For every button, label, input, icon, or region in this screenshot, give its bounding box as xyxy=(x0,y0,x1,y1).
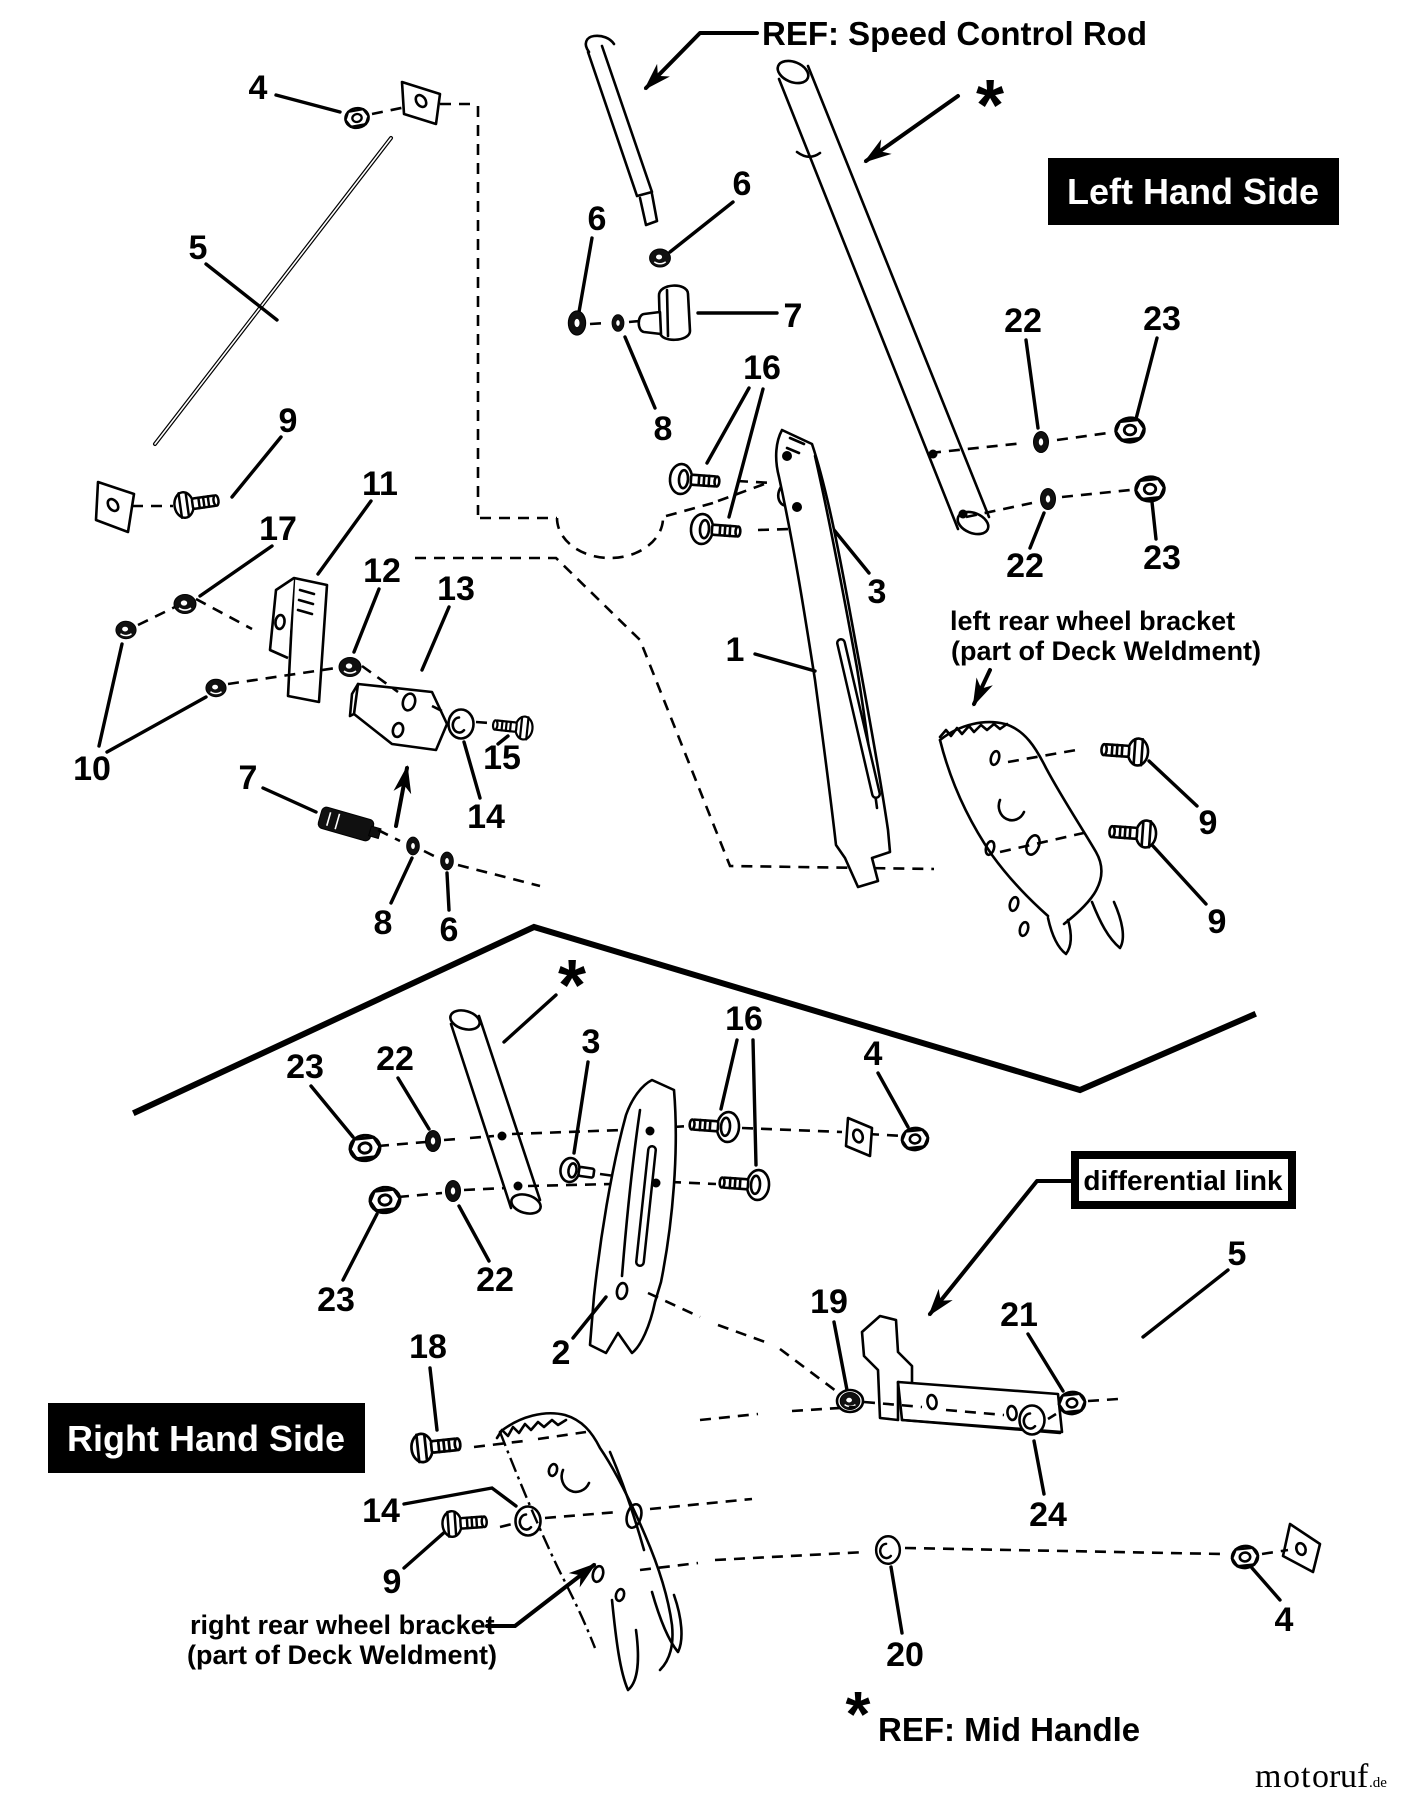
alignment-dashes-bar5 xyxy=(372,104,478,515)
leader-23a xyxy=(1136,338,1157,419)
leader-22d xyxy=(459,1206,489,1261)
pivot-pin-7b xyxy=(317,806,383,844)
right-rear-bracket-arrow xyxy=(487,1565,594,1626)
bolt-9a xyxy=(173,487,220,519)
bracket-11 xyxy=(270,578,327,702)
right-hand-side-label: Right Hand Side xyxy=(67,1418,345,1459)
nut-6b xyxy=(650,249,671,267)
callout-12: 12 xyxy=(363,552,401,590)
leader-23b xyxy=(1152,502,1156,539)
callout-22b: 22 xyxy=(1006,547,1044,585)
bolt-18 xyxy=(410,1430,462,1463)
watermark-suffix: .de xyxy=(1369,1775,1387,1791)
washer-8b xyxy=(407,837,420,855)
callout-4a: 4 xyxy=(248,69,268,107)
nut-4a xyxy=(344,106,370,130)
leader-6a xyxy=(579,238,592,312)
nut-21 xyxy=(1058,1391,1086,1416)
tube-hole-dot xyxy=(929,450,938,459)
watermark-letter-m: m xyxy=(1255,1758,1282,1795)
leader-14a xyxy=(464,742,480,798)
leader-23d xyxy=(343,1214,377,1280)
callout-13: 13 xyxy=(437,570,475,608)
differential-link-label: differential link xyxy=(1083,1165,1283,1196)
callout-11: 11 xyxy=(362,465,398,503)
callout-8b: 8 xyxy=(373,904,393,942)
callout-6b: 6 xyxy=(732,165,752,203)
leader-22a xyxy=(1026,340,1038,428)
leader-10a xyxy=(99,644,122,746)
callout-22a: 22 xyxy=(1004,302,1042,340)
leader-16a2 xyxy=(729,389,763,517)
callout-20: 20 xyxy=(886,1636,924,1674)
watermark-letter-u: u xyxy=(1340,1758,1357,1795)
leader-13 xyxy=(422,607,449,670)
watermark-letter-o2: o xyxy=(1312,1758,1329,1795)
nut-4c xyxy=(1231,1545,1259,1570)
callout-9d: 9 xyxy=(382,1563,402,1601)
leader-22c xyxy=(398,1078,429,1129)
leader-10b xyxy=(107,697,206,752)
leader-6b xyxy=(670,202,733,252)
callout-7b: 7 xyxy=(238,759,258,797)
callout-3a: 3 xyxy=(867,573,887,611)
callout-23a: 23 xyxy=(1143,300,1181,338)
callout-23b: 23 xyxy=(1143,539,1181,577)
speed-control-rod xyxy=(586,36,657,225)
bolt-9d xyxy=(442,1509,488,1538)
motoruf-watermark xyxy=(1255,1758,1387,1795)
leader-23c xyxy=(311,1086,353,1137)
left-rear-bracket-arrow xyxy=(974,670,990,704)
callout-17: 17 xyxy=(259,510,297,548)
washer-6a xyxy=(568,311,585,335)
leader-21 xyxy=(1028,1334,1063,1391)
leader-9b2 xyxy=(1153,846,1206,904)
callout-24: 24 xyxy=(1029,1496,1067,1534)
washer-22c xyxy=(426,1131,441,1152)
bolt-16b xyxy=(690,513,741,546)
trunnion-7a xyxy=(639,286,690,340)
alignment-dashes-rowG xyxy=(474,1407,855,1447)
bolt-9b1 xyxy=(1101,736,1149,766)
watermark-letter-r: r xyxy=(1329,1758,1341,1795)
callout-21: 21 xyxy=(1000,1296,1038,1334)
leader-9b1 xyxy=(1149,761,1197,806)
bolt-15 xyxy=(492,713,534,740)
asterisk-top-arrow xyxy=(866,96,958,161)
ref-speed-control-rod-label: REF: Speed Control Rod xyxy=(762,15,1147,52)
nut-17 xyxy=(174,595,196,614)
callout-6c: 6 xyxy=(439,911,459,949)
washer-6c xyxy=(441,852,454,870)
leader-5a xyxy=(206,264,277,320)
callout-3b: 3 xyxy=(581,1023,601,1061)
leader-4b xyxy=(878,1073,908,1127)
washer-22d xyxy=(446,1181,461,1202)
leader-4a xyxy=(276,95,340,112)
leader-7b xyxy=(263,788,316,812)
left-hand-side-banner xyxy=(1048,158,1339,225)
right-hand-side-banner xyxy=(48,1403,365,1473)
leader-18 xyxy=(430,1368,437,1430)
callout-9a: 9 xyxy=(278,402,298,440)
callout-4c: 4 xyxy=(1274,1601,1294,1639)
ref-speed-rod-arrow xyxy=(646,33,757,88)
wheel-height-bracket-1 xyxy=(776,430,890,887)
bolt-16c xyxy=(689,1109,740,1142)
callout-10: 10 xyxy=(73,750,111,788)
nut-12 xyxy=(339,658,361,677)
washer-22a xyxy=(1034,432,1049,453)
callout-5b: 5 xyxy=(1227,1235,1247,1273)
left-rear-bracket-label-line2: (part of Deck Weldment) xyxy=(951,636,1262,666)
bracket-13 xyxy=(350,684,447,750)
leader-9a xyxy=(232,437,281,497)
nut-4b xyxy=(901,1127,929,1152)
washer-8a xyxy=(612,315,624,332)
leader-5b xyxy=(1143,1270,1228,1337)
nut-23d xyxy=(369,1186,401,1214)
left-hand-side-label: Left Hand Side xyxy=(1066,171,1320,212)
leader-16b1 xyxy=(721,1040,737,1109)
washer-14a xyxy=(449,710,474,739)
leader-17 xyxy=(200,546,272,596)
mid-handle-ref-asterisk: * xyxy=(845,1678,871,1750)
watermark-letter-o1: o xyxy=(1283,1758,1300,1795)
callout-16b: 16 xyxy=(725,1000,763,1038)
leader-6c xyxy=(447,873,449,910)
asterisk-bottom-leader xyxy=(504,995,556,1042)
callout-1: 1 xyxy=(725,631,745,669)
leader-19 xyxy=(834,1322,847,1390)
bolt-3b xyxy=(559,1157,596,1185)
mid-handle-ref-label: REF: Mid Handle xyxy=(878,1711,1141,1748)
watermark-letter-t: t xyxy=(1301,1758,1311,1795)
callout-2: 2 xyxy=(551,1334,571,1372)
mid-handle-asterisk-top: * xyxy=(975,66,1005,146)
callout-7a: 7 xyxy=(783,297,803,335)
left-rear-bracket-label-line1: left rear wheel bracket xyxy=(950,606,1236,636)
callout-6a: 6 xyxy=(587,200,607,238)
callout-9b2: 9 xyxy=(1207,903,1227,941)
nut-10b xyxy=(206,679,226,696)
leader-8b xyxy=(391,858,412,903)
leader-8a xyxy=(625,337,655,408)
right-rear-bracket-label-line2: (part of Deck Weldment) xyxy=(187,1640,498,1670)
leader-14b xyxy=(404,1488,516,1506)
alignment-dashes-rowF xyxy=(640,1548,1288,1570)
leader-12 xyxy=(354,589,379,652)
leader-1 xyxy=(755,654,815,671)
arrow-into-bracket13 xyxy=(396,768,407,826)
leader-4c xyxy=(1252,1568,1280,1600)
bolt-9b2 xyxy=(1109,818,1157,848)
wheel-height-bracket-2 xyxy=(590,1080,676,1353)
callout-15: 15 xyxy=(483,739,521,777)
callout-16a: 16 xyxy=(743,349,781,387)
callout-4b: 4 xyxy=(863,1035,883,1073)
washer-24 xyxy=(1020,1406,1045,1435)
bolt-16a xyxy=(669,463,720,496)
callout-22c: 22 xyxy=(376,1040,414,1078)
callout-5a: 5 xyxy=(188,229,208,267)
nut-23c xyxy=(349,1134,381,1162)
leader-3b xyxy=(574,1062,588,1153)
nut-23a xyxy=(1115,416,1146,443)
mid-handle-asterisk-bottom: * xyxy=(557,946,587,1026)
leader-22b xyxy=(1030,513,1044,548)
callout-14a: 14 xyxy=(467,798,505,836)
leader-9d xyxy=(404,1530,447,1568)
detail-boundary-arc xyxy=(480,482,770,558)
leader-16a1 xyxy=(707,388,749,463)
callout-9b1: 9 xyxy=(1198,804,1218,842)
callout-23d: 23 xyxy=(317,1281,355,1319)
leader-20 xyxy=(891,1567,902,1633)
leader-16b2 xyxy=(753,1040,756,1165)
nut-10a xyxy=(116,621,136,638)
washer-22b xyxy=(1041,489,1056,510)
callout-18: 18 xyxy=(409,1328,447,1366)
right-rear-wheel-bracket xyxy=(497,1413,681,1690)
washer-20 xyxy=(876,1536,900,1564)
callout-14b: 14 xyxy=(362,1492,400,1530)
leader-24 xyxy=(1034,1441,1044,1494)
callout-22d: 22 xyxy=(476,1261,514,1299)
right-rear-bracket-label-line1: right rear wheel bracket xyxy=(190,1610,495,1640)
nut-23b xyxy=(1135,475,1166,502)
watermark-letter-f: f xyxy=(1357,1758,1369,1795)
bolt-16d xyxy=(719,1167,770,1200)
callout-23c: 23 xyxy=(286,1048,324,1086)
differential-link-banner xyxy=(1075,1155,1292,1205)
callout-19: 19 xyxy=(810,1283,848,1321)
callout-8a: 8 xyxy=(653,410,673,448)
